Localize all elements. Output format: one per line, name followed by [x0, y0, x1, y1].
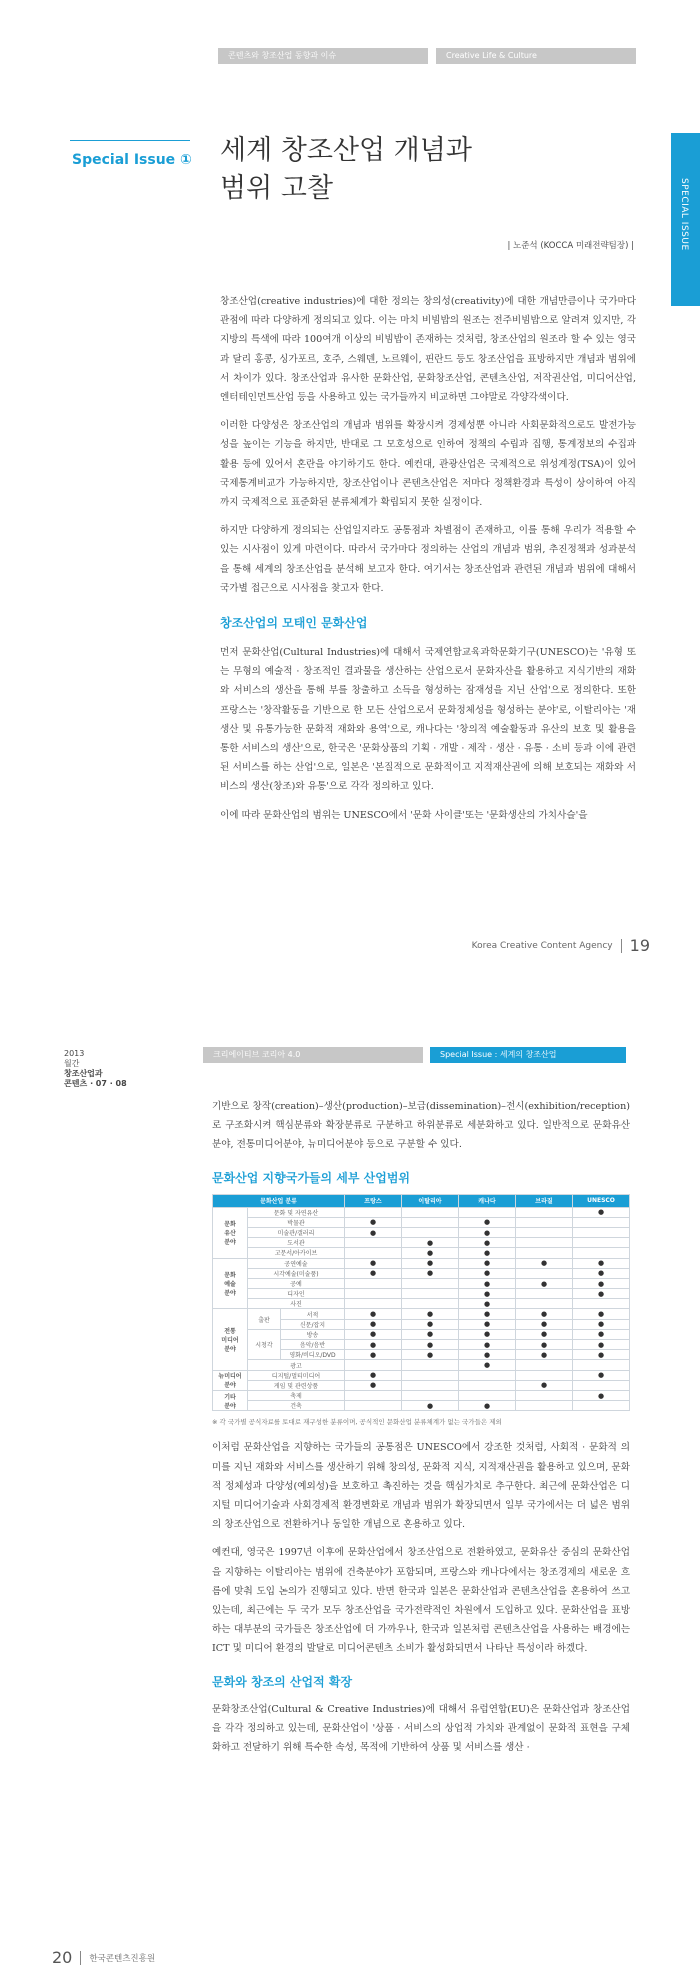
country-mark-cell [345, 1319, 402, 1329]
page-number: 19 [629, 936, 650, 955]
country-mark-cell [345, 1217, 402, 1227]
included-dot-icon: ● [483, 1259, 491, 1268]
included-dot-icon: ● [483, 1228, 491, 1237]
table-row [213, 1217, 630, 1227]
industry-name-cell: 건축 [248, 1401, 345, 1411]
country-mark-cell [516, 1390, 573, 1400]
country-mark-cell [345, 1329, 402, 1339]
table-header-row [213, 1194, 630, 1207]
table-row [213, 1370, 630, 1380]
country-mark-cell [345, 1227, 402, 1237]
included-dot-icon: ● [597, 1310, 605, 1319]
country-mark-cell [573, 1248, 630, 1258]
country-mark-cell [573, 1319, 630, 1329]
included-dot-icon: ● [483, 1289, 491, 1298]
country-mark-cell [402, 1380, 459, 1390]
table-title: 문화산업 지향국가들의 세부 산업범위 [212, 1170, 411, 1185]
included-dot-icon: ● [483, 1320, 491, 1329]
included-dot-icon: ● [369, 1310, 377, 1319]
included-dot-icon: ● [426, 1330, 434, 1339]
table-header-cell: 프랑스 [345, 1194, 402, 1207]
country-mark-cell [402, 1238, 459, 1248]
table-row [213, 1268, 630, 1278]
table-row [213, 1309, 630, 1319]
table-header-cell: UNESCO [573, 1194, 630, 1207]
country-mark-cell [345, 1268, 402, 1278]
article-title [220, 132, 472, 208]
category-cell: 뉴미디어 분야 [213, 1370, 248, 1390]
country-mark-cell [573, 1309, 630, 1319]
table-row [213, 1207, 630, 1217]
country-mark-cell [573, 1238, 630, 1248]
country-mark-cell [516, 1227, 573, 1237]
country-mark-cell [573, 1390, 630, 1400]
category-cell: 문화 예술 분야 [213, 1258, 248, 1309]
country-mark-cell [573, 1278, 630, 1288]
side-tab [671, 133, 700, 306]
table-header-cell: 문화산업 분류 [213, 1194, 345, 1207]
country-mark-cell [459, 1268, 516, 1278]
included-dot-icon: ● [369, 1259, 377, 1268]
table-row [213, 1227, 630, 1237]
table-row [213, 1380, 630, 1390]
included-dot-icon: ● [369, 1320, 377, 1329]
country-mark-cell [516, 1309, 573, 1319]
subheading: 문화와 창조의 산업적 확장 [212, 1674, 353, 1689]
country-mark-cell [516, 1370, 573, 1380]
industry-name-cell: 광고 [248, 1360, 345, 1370]
category-cell: 문화 유산 분야 [213, 1207, 248, 1258]
country-mark-cell [516, 1278, 573, 1288]
country-mark-cell [516, 1329, 573, 1339]
included-dot-icon: ● [369, 1371, 377, 1380]
country-mark-cell [459, 1340, 516, 1350]
country-mark-cell [345, 1370, 402, 1380]
country-mark-cell [345, 1350, 402, 1360]
included-dot-icon: ● [483, 1401, 491, 1410]
table-header-cell: 캐나다 [459, 1194, 516, 1207]
country-mark-cell [573, 1299, 630, 1309]
country-mark-cell [516, 1299, 573, 1309]
special-issue-line [70, 140, 190, 141]
category-cell: 기타 분야 [213, 1390, 248, 1410]
country-mark-cell [459, 1350, 516, 1360]
paragraph: 예컨대, 영국은 1997년 이후에 문화산업에서 창조산업으로 전환하였고, 문화유산 중심의 문화산업을 지향하는 이탈리아는 범위에 건축분야가 포함되며, 프랑스와 캐나다에서는 창조경제의 새로운 흐름에 맞춰 도입 논의가 진행되고 있다. 반면 한국과 일본은 문화산업과 콘텐츠산업을 혼용하여 쓰고 있는데, 최근에는 두 국가 모두 창조산업을 국가전략적인 차원에서 도입하고 있다. 문화산업을 표방하는 대부분의 국가들은 창조산업에 더 가까우나, 한국과 일본처럼 콘텐츠산업을 사용하는 배경에는 ICT 및 미디어 환경의 발달로 미디어콘텐츠 소비가 활성화되면서 나타난 특성이라 하겠다. [212, 1547, 630, 1655]
included-dot-icon: ● [369, 1350, 377, 1359]
country-mark-cell [459, 1238, 516, 1248]
country-mark-cell [402, 1390, 459, 1400]
header-left-text: 콘텐츠와 창조산업 동향과 이슈 [228, 51, 337, 60]
country-mark-cell [402, 1278, 459, 1288]
title-line-1: 세계 창조산업 개념과 [220, 135, 472, 166]
table-row [213, 1248, 630, 1258]
country-mark-cell [345, 1340, 402, 1350]
included-dot-icon: ● [597, 1320, 605, 1329]
country-mark-cell [516, 1360, 573, 1370]
paragraph: 창조산업(creative industries)에 대한 정의는 창의성(creativity)에 대한 개념만큼이나 국가마다 관점에 따라 다양하게 정의되고 있다. 이는 마치 비빔밥의 원조는 전주비빔밥으로 알려져 있지만, 각 지방의 특색에 따라 100여개 이상의 비빔밥이 존재하는 것처럼, 창조산업의 원조라 할 수 있는 영국과 달리 홍콩, 싱가포르, 호주, 스웨덴, 노르웨이, 핀란드 등도 창조산업을 표방하지만 개념과 범위에서 차이가 있다. 창조산업과 유사한 문화산업, 문화창조산업, 콘텐츠산업, 저작권산업, 미디어산업, 엔터테인먼트산업 등을 사용하고 있는 국가들까지 비교하면 그야말로 각양각색이다. [220, 296, 636, 404]
industry-name-cell: 축제 [248, 1390, 345, 1400]
industry-name-cell: 박물관 [248, 1217, 345, 1227]
included-dot-icon: ● [483, 1279, 491, 1288]
country-mark-cell [402, 1360, 459, 1370]
country-mark-cell [573, 1340, 630, 1350]
table-row [213, 1289, 630, 1299]
included-dot-icon: ● [369, 1340, 377, 1349]
industry-name-cell: 문화 및 자연유산 [248, 1207, 345, 1217]
paragraph: 이처럼 문화산업을 지향하는 국가들의 공통점은 UNESCO에서 강조한 것처럼, 사회적 · 문화적 의미를 지닌 재화와 서비스를 생산하기 위해 창의성, 문화적 지식, 지적재산권을 활용하고 있으며, 문화적 정체성과 다양성(예외성)을 보호하고 촉진하는 것을 핵심가치로 추구한다. 최근에 문화산업은 디지털 미디어기술과 사회경제적 환경변화로 개념과 범위가 확장되면서 일부 국가에서는 더 넓은 범위의 창조산업으로 전환하거나 동일한 개념으로 혼용하고 있다. [212, 1442, 630, 1531]
included-dot-icon: ● [369, 1228, 377, 1237]
country-mark-cell [402, 1370, 459, 1380]
industry-name-cell: 서적 [281, 1309, 345, 1319]
paragraph: 이러한 다양성은 창조산업의 개념과 범위를 확장시켜 경제성뿐 아니라 사회문화적으로도 발전가능성을 높이는 기능을 하지만, 반대로 그 모호성으로 인하여 정책의 수립과 집행, 통계정보의 수집과 활용 등에 있어서 혼란을 야기하기도 한다. 예컨대, 관광산업은 국제적으로 위성계정(TSA)이 있어 국제통계비교가 가능하지만, 창조산업이나 콘텐츠산업은 저마다 정책환경과 특성이 상이하여 아직까지 국제적으로 표준화된 분류체계가 확립되지 못한 실정이다. [220, 420, 636, 509]
country-mark-cell [402, 1217, 459, 1227]
country-mark-cell [573, 1289, 630, 1299]
header-bar-right [436, 48, 636, 64]
country-mark-cell [345, 1390, 402, 1400]
included-dot-icon: ● [540, 1381, 548, 1390]
country-mark-cell [459, 1258, 516, 1268]
industry-name-cell: 게임 및 관련상품 [248, 1380, 345, 1390]
header-right-text: Creative Life & Culture [446, 51, 537, 60]
country-mark-cell [516, 1289, 573, 1299]
included-dot-icon: ● [369, 1381, 377, 1390]
industry-name-cell: 미술관/갤러리 [248, 1227, 345, 1237]
country-mark-cell [345, 1238, 402, 1248]
magazine-name-1: 창조산업과 [64, 1069, 103, 1078]
included-dot-icon: ● [483, 1361, 491, 1370]
side-tab-text: SPECIAL ISSUE [679, 178, 689, 251]
country-mark-cell [402, 1258, 459, 1268]
paragraph: 이에 따라 문화산업의 범위는 UNESCO에서 '문화 사이클'또는 '문화생산의 가치사슬'을 [220, 809, 588, 821]
body-column-2 [212, 1097, 630, 1757]
included-dot-icon: ● [483, 1238, 491, 1247]
included-dot-icon: ● [597, 1208, 605, 1217]
included-dot-icon: ● [426, 1259, 434, 1268]
header-bar-right-2 [430, 1047, 626, 1063]
subcategory-cell: 출판 [248, 1309, 281, 1329]
table-row [213, 1258, 630, 1268]
included-dot-icon: ● [597, 1371, 605, 1380]
included-dot-icon: ● [369, 1218, 377, 1227]
country-mark-cell [459, 1309, 516, 1319]
country-mark-cell [516, 1319, 573, 1329]
country-mark-cell [573, 1258, 630, 1268]
page-number: 20 [52, 1948, 73, 1967]
included-dot-icon: ● [483, 1350, 491, 1359]
country-mark-cell [402, 1340, 459, 1350]
included-dot-icon: ● [597, 1350, 605, 1359]
country-mark-cell [459, 1278, 516, 1288]
country-mark-cell [516, 1258, 573, 1268]
country-mark-cell [345, 1309, 402, 1319]
table-header-cell: 브라질 [516, 1194, 573, 1207]
country-mark-cell [573, 1401, 630, 1411]
footer-separator [80, 1951, 81, 1965]
country-mark-cell [402, 1248, 459, 1258]
country-mark-cell [516, 1238, 573, 1248]
country-mark-cell [573, 1370, 630, 1380]
included-dot-icon: ● [540, 1320, 548, 1329]
included-dot-icon: ● [540, 1350, 548, 1359]
industry-name-cell: 도서관 [248, 1238, 345, 1248]
table-note: ※ 각 국가별 공식자료를 토대로 재구성한 분류이며, 공식적인 문화산업 분류체계가 없는 국가들은 제외 [212, 1418, 502, 1427]
industry-name-cell: 시각예술(미술품) [248, 1268, 345, 1278]
country-mark-cell [402, 1207, 459, 1217]
country-mark-cell [459, 1299, 516, 1309]
included-dot-icon: ● [597, 1259, 605, 1268]
footer-separator [621, 939, 622, 953]
country-mark-cell [402, 1289, 459, 1299]
included-dot-icon: ● [597, 1340, 605, 1349]
country-mark-cell [345, 1289, 402, 1299]
footer-agency: 한국콘텐츠진흥원 [89, 1953, 156, 1964]
included-dot-icon: ● [483, 1310, 491, 1319]
included-dot-icon: ● [483, 1330, 491, 1339]
country-mark-cell [516, 1217, 573, 1227]
country-mark-cell [573, 1268, 630, 1278]
category-cell: 전통 미디어 분야 [213, 1309, 248, 1370]
industry-name-cell: 영화/비디오/DVD [281, 1350, 345, 1360]
country-mark-cell [459, 1289, 516, 1299]
page-footer-1 [472, 936, 650, 955]
country-mark-cell [459, 1227, 516, 1237]
included-dot-icon: ● [426, 1340, 434, 1349]
subcategory-cell: 시청각 [248, 1329, 281, 1360]
included-dot-icon: ● [369, 1330, 377, 1339]
country-mark-cell [459, 1390, 516, 1400]
country-mark-cell [345, 1380, 402, 1390]
body-column-1 [220, 292, 636, 825]
industry-name-cell: 방송 [281, 1329, 345, 1339]
paragraph: 하지만 다양하게 정의되는 산업일지라도 공통점과 차별점이 존재하고, 이를 통해 우리가 적용할 수 있는 시사점이 있게 마련이다. 따라서 국가마다 정의하는 산업의 개념과 범위, 추진정책과 성과분석을 통해 세계의 창조산업을 분석해 보고자 한다. 여기서는 창조산업과 관련된 개념과 범위에 대해서 국가별 접근으로 시사점을 찾고자 한다. [220, 525, 636, 594]
country-mark-cell [459, 1248, 516, 1258]
country-mark-cell [516, 1401, 573, 1411]
included-dot-icon: ● [597, 1269, 605, 1278]
included-dot-icon: ● [426, 1310, 434, 1319]
industry-name-cell: 디자인 [248, 1289, 345, 1299]
subheading: 창조산업의 모태인 문화산업 [220, 616, 368, 631]
included-dot-icon: ● [597, 1391, 605, 1400]
country-mark-cell [345, 1299, 402, 1309]
country-mark-cell [516, 1380, 573, 1390]
magazine-year: 2013 [64, 1049, 85, 1058]
industry-name-cell: 공연예술 [248, 1258, 345, 1268]
industry-name-cell: 고문서/아카이브 [248, 1248, 345, 1258]
country-mark-cell [573, 1217, 630, 1227]
country-mark-cell [459, 1319, 516, 1329]
table-row [213, 1360, 630, 1370]
country-mark-cell [402, 1268, 459, 1278]
included-dot-icon: ● [426, 1238, 434, 1247]
country-mark-cell [345, 1360, 402, 1370]
country-mark-cell [516, 1268, 573, 1278]
included-dot-icon: ● [597, 1330, 605, 1339]
included-dot-icon: ● [540, 1310, 548, 1319]
table-row [213, 1401, 630, 1411]
footer-agency: Korea Creative Content Agency [471, 940, 613, 951]
included-dot-icon: ● [426, 1350, 434, 1359]
country-mark-cell [459, 1329, 516, 1339]
included-dot-icon: ● [483, 1299, 491, 1308]
country-mark-cell [573, 1360, 630, 1370]
included-dot-icon: ● [426, 1269, 434, 1278]
included-dot-icon: ● [540, 1330, 548, 1339]
table-row [213, 1299, 630, 1309]
header-bar-left-2 [203, 1047, 423, 1063]
country-mark-cell [516, 1350, 573, 1360]
included-dot-icon: ● [483, 1340, 491, 1349]
included-dot-icon: ● [483, 1269, 491, 1278]
header-left-text-2: 크리에이티브 코리아 4.0 [213, 1050, 301, 1059]
industry-name-cell: 음악/음반 [281, 1340, 345, 1350]
country-mark-cell [459, 1401, 516, 1411]
industry-name-cell: 신문/잡지 [281, 1319, 345, 1329]
included-dot-icon: ● [483, 1218, 491, 1227]
country-mark-cell [459, 1207, 516, 1217]
magazine-month: 월간 [64, 1059, 80, 1068]
table-header-cell: 이탈리아 [402, 1194, 459, 1207]
paragraph: 먼저 문화산업(Cultural Industries)에 대해서 국제연합교육과학문화기구(UNESCO)는 '유형 또는 무형의 예술적 · 창조적인 결과물을 생산하는 산업으로서 문화자산을 활용하고 지식기반의 재화와 서비스의 생산을 통해 부를 창출하고 소득을 형성하는 잠재성을 지닌 산업'으로 정의한다. 또한 프랑스는 '창작활동을 기반으로 한 모든 산업으로서 문화정체성을 형성하는 분야'로, 이탈리아는 '재생산 및 유통가능한 문화적 재화와 용역'으로, 캐나다는 '창의적 예술활동과 유산의 보호 및 활용을 통한 서비스의 생산'으로, 한국은 '문화상품의 기획 · 개발 · 제작 · 생산 · 유통 · 소비 등과 이에 관련된 서비스를 하는 산업'으로, 일본은 '본질적으로 문화적이고 지적재산권에 의해 보호되는 재화와 서비스의 생산(창조)와 유통'으로 각각 정의하고 있다. [220, 647, 636, 793]
included-dot-icon: ● [540, 1340, 548, 1349]
title-line-2: 범위 고찰 [220, 173, 333, 204]
included-dot-icon: ● [426, 1320, 434, 1329]
header-right-text-2: Special Issue : 세계의 창조산업 [440, 1050, 557, 1059]
industry-name-cell: 공예 [248, 1278, 345, 1288]
special-issue-label: Special Issue ① [72, 152, 192, 168]
included-dot-icon: ● [483, 1248, 491, 1257]
industry-scope-table [212, 1194, 630, 1412]
included-dot-icon: ● [540, 1279, 548, 1288]
country-mark-cell [402, 1401, 459, 1411]
table-row [213, 1390, 630, 1400]
industry-name-cell: 사진 [248, 1299, 345, 1309]
country-mark-cell [459, 1370, 516, 1380]
country-mark-cell [402, 1329, 459, 1339]
country-mark-cell [345, 1207, 402, 1217]
included-dot-icon: ● [369, 1269, 377, 1278]
industry-name-cell: 디지털/멀티미디어 [248, 1370, 345, 1380]
country-mark-cell [573, 1380, 630, 1390]
country-mark-cell [345, 1258, 402, 1268]
table-row [213, 1278, 630, 1288]
included-dot-icon: ● [426, 1401, 434, 1410]
magazine-info [64, 1049, 127, 1089]
included-dot-icon: ● [540, 1259, 548, 1268]
country-mark-cell [459, 1380, 516, 1390]
included-dot-icon: ● [597, 1289, 605, 1298]
paragraph: 기반으로 창작(creation)–생산(production)–보급(dissemination)–전시(exhibition/reception)로 구조화시켜 핵심분류와 확장분류로 구분하고 하위분류로 세분화하고 있다. 일반적으로 문화유산분야, 전통미디어분야, 뉴미디어분야 등으로 구분할 수 있다. [212, 1101, 630, 1151]
country-mark-cell [573, 1207, 630, 1217]
magazine-name-2: 콘텐츠 ∙ 07 · 08 [64, 1079, 127, 1088]
header-bar-left [218, 48, 428, 64]
country-mark-cell [573, 1329, 630, 1339]
author-credit: | 노준석 (KOCCA 미래전략팀장) | [507, 241, 634, 251]
country-mark-cell [345, 1278, 402, 1288]
country-mark-cell [402, 1299, 459, 1309]
table-row [213, 1329, 630, 1339]
country-mark-cell [402, 1350, 459, 1360]
country-mark-cell [459, 1360, 516, 1370]
country-mark-cell [516, 1248, 573, 1258]
paragraph: 문화창조산업(Cultural & Creative Industries)에 대해서 유럽연합(EU)은 문화산업과 창조산업을 각각 정의하고 있는데, 문화산업이 '상품 · 서비스의 상업적 가치와 관계없이 문화적 표현을 구체화하고 전달하기 위해 특수한 속성, 목적에 기반하여 상품 및 서비스를 생산 · [212, 1703, 630, 1753]
country-mark-cell [402, 1319, 459, 1329]
country-mark-cell [573, 1227, 630, 1237]
country-mark-cell [459, 1217, 516, 1227]
country-mark-cell [516, 1340, 573, 1350]
country-mark-cell [573, 1350, 630, 1360]
country-mark-cell [402, 1227, 459, 1237]
page-footer-2 [52, 1948, 155, 1967]
included-dot-icon: ● [597, 1279, 605, 1288]
included-dot-icon: ● [426, 1248, 434, 1257]
country-mark-cell [402, 1309, 459, 1319]
country-mark-cell [516, 1207, 573, 1217]
country-mark-cell [345, 1248, 402, 1258]
country-mark-cell [345, 1401, 402, 1411]
table-row [213, 1238, 630, 1248]
